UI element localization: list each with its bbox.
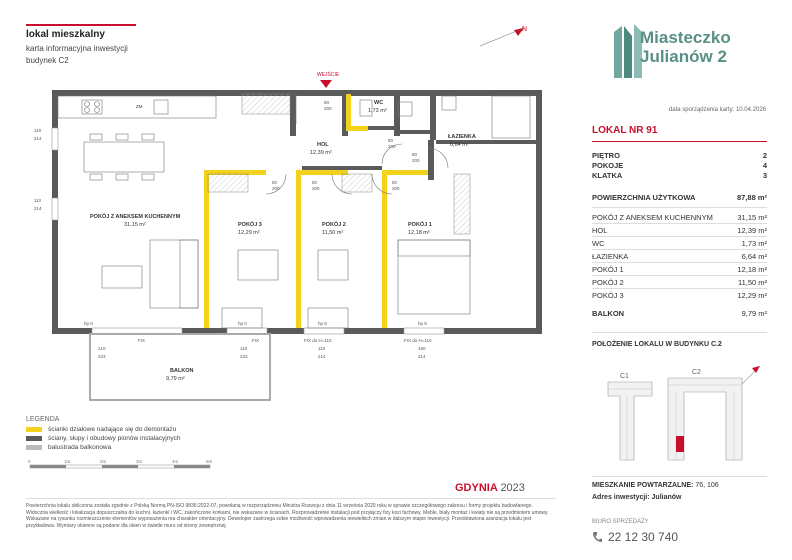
scale-tick: 1m	[64, 459, 71, 464]
legend-swatch	[26, 445, 42, 450]
room-area-p3: 12,29 m²	[238, 230, 260, 236]
city-year: 2023	[500, 482, 525, 494]
sales-phone[interactable]: 22 12 30 740	[592, 530, 678, 544]
scale-tick: 3m	[136, 459, 143, 464]
city-name: GDYNIA	[455, 482, 498, 494]
sales-office-label: BIURO SPRZEDAŻY	[592, 519, 649, 525]
dim-label: 110	[318, 346, 326, 351]
room-label-hol: HOL	[317, 142, 329, 148]
dim-label: 214	[34, 206, 42, 211]
room-row: WC 1,73 m²	[592, 239, 767, 248]
dim-label: 223	[98, 354, 106, 359]
door-dim-label: 80	[388, 138, 394, 143]
room-area-kitchen: 31,15 m²	[124, 222, 146, 228]
city-badge	[455, 482, 525, 494]
divider	[592, 207, 767, 208]
room-label-kitchen: POKÓJ Z ANEKSEM KUCHENNYM	[90, 214, 181, 220]
entrance-label: WEJŚCIE	[317, 72, 340, 78]
divider	[592, 236, 767, 237]
dim-label: 160	[418, 346, 426, 351]
door-dim-label: 200	[392, 186, 400, 191]
legend-item: ścianki działowe nadające się do demontażu	[26, 426, 176, 433]
header-accent-line	[26, 24, 136, 26]
room-row: POKÓJ 3 12,29 m²	[592, 291, 767, 300]
room-row: POKÓJ Z ANEKSEM KUCHENNYM 31,15 m²	[592, 213, 767, 222]
door-dim-label: 80	[272, 180, 278, 185]
investment-address: Adres inwestycji: Julianów	[592, 494, 682, 501]
logo-text	[640, 28, 731, 66]
door-dim-label: 90	[324, 100, 330, 105]
mini-label-c2: C2	[692, 369, 701, 376]
legend-item: ściany, słupy i obudowy pionów instalacyjnych	[26, 435, 180, 442]
legend-title: LEGENDA	[26, 416, 60, 423]
divider	[592, 275, 767, 276]
divider	[592, 223, 767, 224]
room-area-p1: 12,18 m²	[408, 230, 430, 236]
dim-label: 210	[98, 346, 106, 351]
door-dim-label: 80	[312, 180, 318, 185]
room-area-wc: 1,73 m²	[368, 108, 387, 114]
legend-swatch	[26, 436, 42, 441]
room-row: ŁAZIENKA 6,64 m²	[592, 252, 767, 261]
sill-label: hp 9	[318, 321, 327, 326]
door-dim-label: 80	[392, 180, 398, 185]
door-dim-label: 200	[412, 158, 420, 163]
entrance-marker-icon	[320, 80, 332, 88]
mini-label-c1: C1	[620, 373, 629, 380]
dim-label: 214	[34, 136, 42, 141]
phone-icon	[592, 531, 602, 543]
room-area-bathroom: 6,64 m²	[450, 142, 469, 148]
room-label-p3: POKÓJ 3	[238, 222, 262, 228]
footer-divider	[26, 498, 556, 499]
room-row: HOL 12,39 m²	[592, 226, 767, 235]
room-area-balcony: 9,79 m²	[166, 376, 185, 382]
scale-tick: 5m	[206, 459, 213, 464]
room-label-wc: WC	[374, 100, 384, 106]
info-row-rooms: POKOJE 4	[592, 161, 767, 170]
door-dim-label: 200	[388, 144, 396, 149]
door-dim-label: 200	[272, 186, 280, 191]
fix-label: FIX	[252, 338, 260, 343]
room-label-bathroom: ŁAZIENKA	[448, 134, 476, 140]
divider	[592, 262, 767, 263]
logo-line-1: Miasteczko	[640, 28, 731, 47]
divider	[592, 249, 767, 250]
info-row-staircase: KLATKA 3	[592, 171, 767, 180]
fix-label: FIX do H=110	[404, 338, 432, 343]
dim-label: 223	[240, 354, 248, 359]
mini-north-arrow-icon	[752, 366, 760, 373]
divider	[592, 288, 767, 289]
dim-label: 214	[318, 354, 326, 359]
building-location-map	[592, 360, 767, 472]
north-arrow-icon	[478, 22, 532, 50]
dim-label: 110	[240, 346, 248, 351]
legend-item: balustrada balkonowa	[26, 444, 111, 451]
room-row: POKÓJ 1 12,18 m²	[592, 265, 767, 274]
footnote: Powierzchnia lokalu obliczona została zgodnie z Polską Normą PN-ISO 9836:2022-07, powołaną w rozporządzeniu Ministra Rozwoju z dnia 11 września 2020 roku w sprawie szczegółowego zakresu i formy projektu budowlanego. Widoczna wielkość i lokalizacja dopuszczalna do kuchni, łazienki i WC, zakończone korkami, nie wskazane w ścianach. Rozprowadzenie instalacji pod przyłączy fizy kozi fachowy. Meble, biały montaż i kwiaty nie są przedmiotem umowy. Wskazane na rysunku rozmieszczenie elementów wyposażenia ma charakter orientacyjny. Deweloper zastrzega sobie możliwość wprowadzenia niewielkich zmian w dalszym etapie inwestycji. Przedstawiona aranżacja lokalu jest przykładowa. Wymiary okienne są podane dla okien w świetle muru od strony zewnętrznej.	[26, 503, 549, 529]
scale-tick: 4m	[172, 459, 179, 464]
logo-line-2: Julianów 2	[640, 47, 727, 66]
dim-label: 110	[34, 128, 42, 133]
info-row-floor: PIĘTRO 2	[592, 151, 767, 160]
room-area-hol: 12,39 m²	[310, 150, 332, 156]
card-date: data sporządzenia karty: 10.04.2026	[668, 107, 766, 113]
room-area-p2: 11,50 m²	[322, 230, 344, 236]
fix-label: FIX	[138, 338, 146, 343]
room-row: POKÓJ 2 11,50 m²	[592, 278, 767, 287]
position-title: POŁOŻENIE LOKALU W BUDYNKU C.2	[592, 341, 722, 348]
page-title: lokal mieszkalny	[26, 29, 105, 40]
sill-label: hp 0	[84, 321, 93, 326]
fix-label: FIX do H=110	[304, 338, 332, 343]
svg-text:N: N	[522, 26, 528, 33]
dim-label: 214	[418, 354, 426, 359]
door-dim-label: 80	[412, 152, 418, 157]
sill-label: hp 9	[418, 321, 427, 326]
sill-label: hp 0	[238, 321, 247, 326]
dim-label: 110	[34, 198, 42, 203]
room-label-p1: POKÓJ 1	[408, 222, 432, 228]
scale-tick: 0	[28, 459, 31, 464]
door-dim-label: 200	[312, 186, 320, 191]
unit-accent-line	[592, 141, 767, 142]
similar-units: MIESZKANIE POWTARZALNE: 76, 106	[592, 482, 719, 489]
usable-area-row: POWIERZCHNIA UŻYTKOWA 87,88 m²	[592, 193, 767, 202]
scale-bar	[26, 457, 216, 475]
page-subtitle: karta informacyjna inwestycji	[26, 44, 128, 53]
room-label-p2: POKÓJ 2	[322, 222, 346, 228]
door-dim-label: 200	[324, 106, 332, 111]
legend-swatch	[26, 427, 42, 432]
scale-tick: 2m	[100, 459, 107, 464]
building-label: budynek C2	[26, 56, 69, 65]
balcony-row: BALKON 9,79 m²	[592, 309, 767, 318]
divider	[592, 476, 767, 477]
unit-location-marker	[676, 436, 684, 452]
unit-number: LOKAL NR 91	[592, 125, 658, 136]
appliance-label: ZM	[136, 104, 143, 109]
divider	[592, 332, 767, 333]
room-label-balcony: BALKON	[170, 368, 194, 374]
